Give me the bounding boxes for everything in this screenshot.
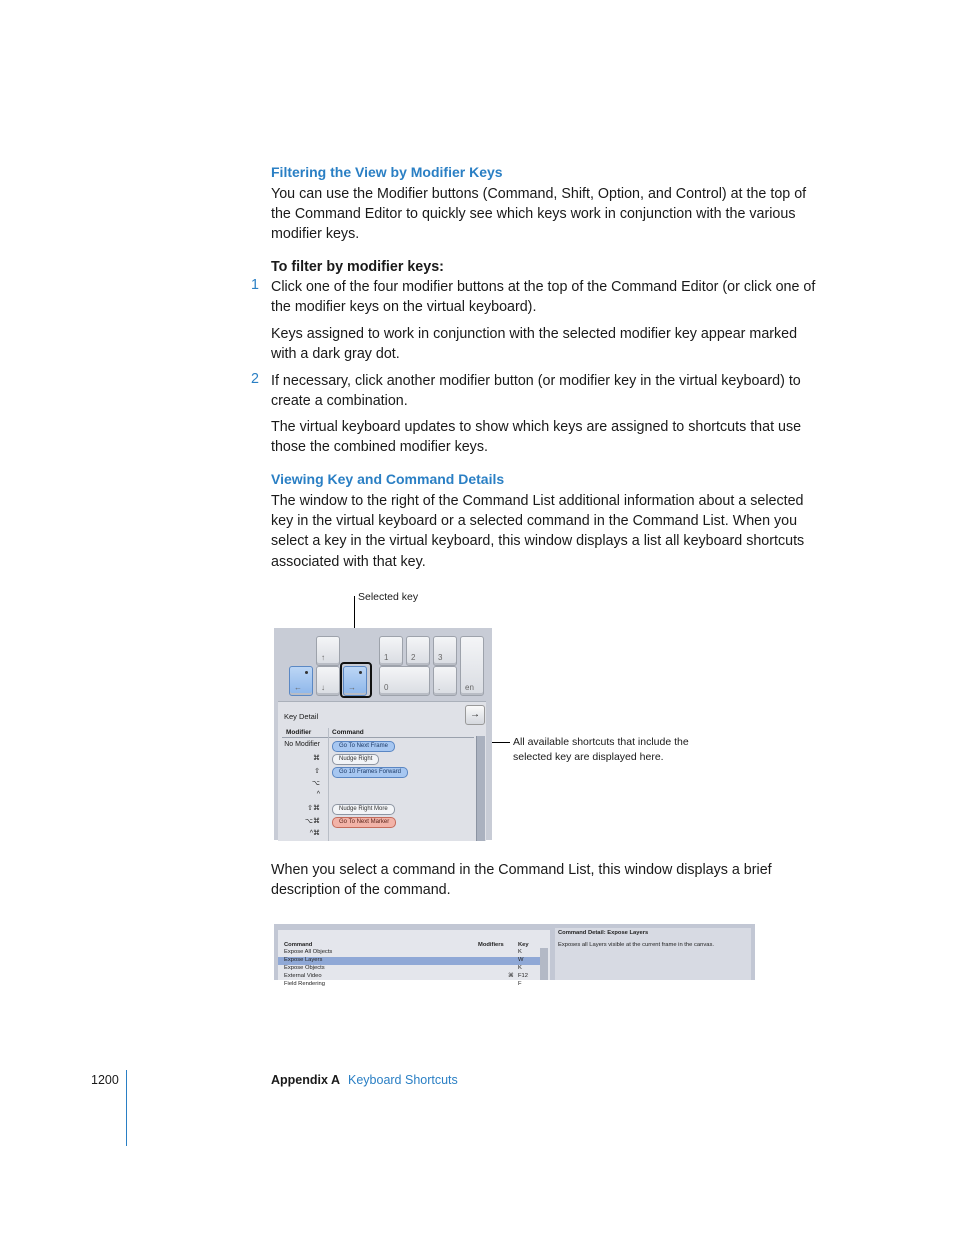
list-scrollbar[interactable] (540, 948, 548, 980)
modifier-cell: No Modifier (284, 741, 320, 748)
modifier-cell: ⇧⌘ (307, 805, 320, 812)
modifier-cell: ⇧ (314, 768, 320, 775)
key-2[interactable]: 2 (406, 636, 430, 666)
modifier-cell: ^⌘ (309, 830, 320, 837)
command-pill-white[interactable]: Nudge Right More (332, 804, 395, 815)
step-2-text: If necessary, click another modifier button (or modifier key in the virtual keyboard) to create a combination. (271, 373, 801, 410)
intro-paragraph: You can use the Modifier buttons (Command, Shift, Option, and Control) at the top of the Command Editor to quickly see which keys work in conjunction with the various modifier keys. (271, 186, 807, 243)
key-3[interactable]: 3 (433, 636, 457, 666)
key-detail-panel (278, 701, 486, 841)
command-detail-panel (555, 928, 751, 980)
column-modifiers: Modifiers (478, 942, 504, 948)
header-divider (282, 737, 474, 738)
details-paragraph: The window to the right of the Command List additional information about a selected key in the virtual keyboard or a selected command in the Command List. When you select a key in the virtual keyboard, this window displays a list all keyboard shortcuts associated with that key. (271, 493, 805, 570)
command-pill-red[interactable]: Go To Next Marker (332, 817, 396, 828)
assigned-dot (305, 671, 308, 674)
command-list (278, 930, 550, 987)
column-key: Key (518, 942, 529, 948)
key-detail-title: Key Detail (284, 712, 319, 721)
step-2-note: The virtual keyboard updates to show which keys are assigned to shortcuts that use those the combined modifier keys. (271, 419, 802, 456)
command-detail-title: Command Detail: Expose Layers (558, 930, 649, 936)
step-number-2: 2 (251, 371, 259, 387)
table-row-selected[interactable]: Expose Layers W (278, 957, 544, 965)
key-enter[interactable]: en (460, 636, 484, 696)
modifier-cell: ⌥ (311, 780, 320, 787)
key-up-arrow[interactable]: ↑ (316, 636, 340, 666)
column-divider (328, 728, 329, 841)
table-row[interactable]: Field Rendering F (284, 981, 522, 987)
table-row[interactable]: Expose All Objects K (284, 949, 522, 955)
key-1[interactable]: 1 (379, 636, 403, 666)
step-1-text: Click one of the four modifier buttons at the top of the Command Editor (or click one of the modifier keys on the virtual keyboard). (271, 279, 816, 316)
column-command: Command (332, 729, 364, 736)
vertical-scrollbar[interactable] (476, 736, 485, 841)
procedure-title: To filter by modifier keys: (271, 259, 444, 275)
command-detail-screenshot (274, 924, 755, 987)
callout-selected-key: Selected key (358, 591, 419, 603)
command-pill-white[interactable]: Nudge Right (332, 754, 379, 765)
section-heading-filtering: Filtering the View by Modifier Keys (271, 164, 503, 180)
selected-key-highlight (340, 662, 372, 698)
modifier-cell: ⌘ (313, 755, 320, 762)
step-1-note: Keys assigned to work in conjunction with the selected modifier key appear marked with a dark gray dot. (271, 326, 798, 363)
column-modifier: Modifier (286, 729, 312, 736)
command-detail-text: Exposes all Layers visible at the current frame in the canvas. (558, 942, 714, 948)
column-command: Command (284, 942, 313, 948)
key-left-arrow[interactable]: ← (289, 666, 313, 696)
footer-rule (126, 1070, 127, 1146)
key-down-arrow[interactable]: ↓ (316, 666, 340, 696)
step-number-1: 1 (251, 277, 259, 293)
after-figure-paragraph: When you select a command in the Command List, this window displays a brief description of the command. (271, 862, 772, 899)
key-0[interactable]: 0 (379, 666, 430, 696)
page-number: 1200 (91, 1073, 119, 1087)
callout-shortcuts: All available shortcuts that include the selected key are displayed here. (513, 736, 689, 763)
footer-appendix: Appendix A (271, 1073, 340, 1087)
modifier-cell: ⌥⌘ (304, 818, 320, 825)
key-decimal[interactable]: . (433, 666, 457, 696)
command-pill-blue[interactable]: Go 10 Frames Forward (332, 767, 408, 778)
key-detail-screenshot (274, 628, 492, 840)
table-row[interactable]: Expose Objects K (284, 965, 522, 971)
footer-chapter-link[interactable]: Keyboard Shortcuts (348, 1073, 458, 1087)
key-right-arrow[interactable]: → (343, 666, 367, 696)
section-heading-details: Viewing Key and Command Details (271, 471, 505, 487)
table-row[interactable]: External Video ⌘ F12 (284, 973, 528, 979)
key-detail-arrow-button[interactable]: → (465, 705, 485, 725)
command-pill-blue[interactable]: Go To Next Frame (332, 741, 395, 752)
modifier-cell: ^ (316, 791, 320, 798)
